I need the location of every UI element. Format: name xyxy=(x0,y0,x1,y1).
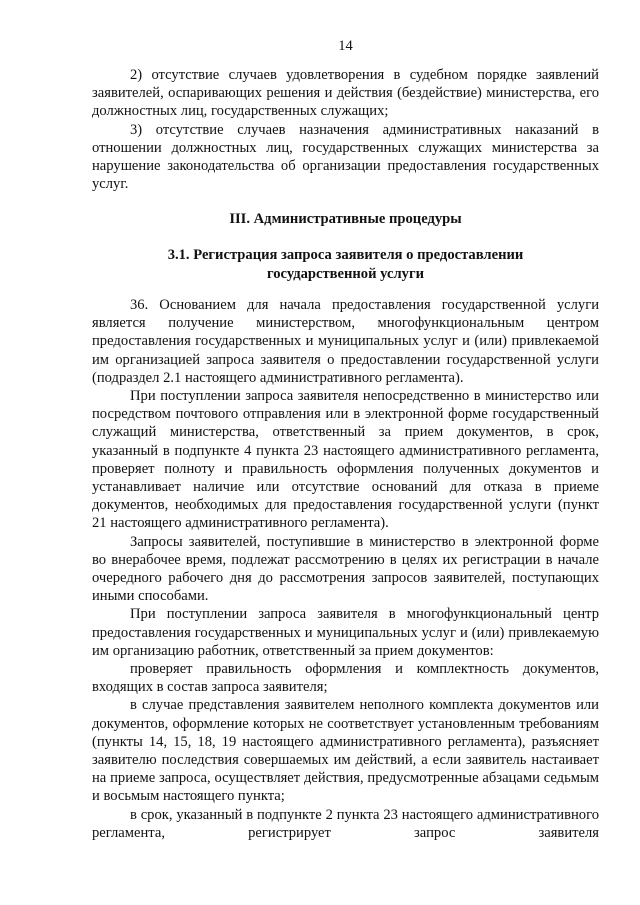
paragraph: 36. Основанием для начала предоставления государственной услуги является получение министерством, многофункциональным центром предоставления государственных и муниципальных услуг и (или) привлекаемой им организацией запроса заявителя о предоставлении государственной услуги (подраздел 2.1 настоящего административного регламента). xyxy=(92,297,599,386)
paragraph: в случае представления заявителем неполного комплекта документов или документов, оформление которых не соответствует установленным требованиям (пункты 14, 15, 18, 19 настоящего административного регламента), разъясняет заявителю последствия совершаемых им действий, а если заявитель настаивает на приеме запроса, осуществляет действия, предусмотренные абзацами седьмым и восьмым настоящего пункта; xyxy=(92,697,599,805)
paragraph: в срок, указанный в подпункте 2 пункта 23 настоящего административного регламента, регистрирует запрос заявителя xyxy=(92,806,599,841)
top-text-block xyxy=(92,66,599,193)
main-text-block xyxy=(92,296,599,842)
subsection-title-line-2: государственной услуги xyxy=(266,266,425,282)
section-title-block xyxy=(92,210,599,229)
paragraph: 2) отсутствие случаев удовлетворения в судебном порядке заявлений заявителей, оспаривающих решения и действия (бездействие) министерства, его должностных лиц, государственных служащих; xyxy=(92,67,599,120)
subsection-title-line-1: 3.1. Регистрация запроса заявителя о предоставлении xyxy=(167,247,524,263)
paragraph: 3) отсутствие случаев назначения административных наказаний в отношении должностных лиц, государственных служащих министерства за нарушение законодательства об организации предоставления государственных услуг. xyxy=(92,121,599,193)
section-title: III. Административные процедуры xyxy=(229,211,462,227)
paragraph: При поступлении запроса заявителя в многофункциональный центр предоставления государственных и муниципальных услуг и (или) привлекаемую им организацию работник, ответственный за прием документов: xyxy=(92,606,599,659)
page-number: 14 xyxy=(338,38,353,54)
paragraph: Запросы заявителей, поступившие в министерство в электронной форме во внерабочее время, подлежат рассмотрению в целях их регистрации в начале очередного рабочего дня до рассмотрения запросов заявителей, поступающих иными способами. xyxy=(92,533,599,605)
subsection-title-block xyxy=(92,246,599,284)
paragraph: При поступлении запроса заявителя непосредственно в министерство или посредством почтового отправления или в электронной форме государственный служащий министерства, ответственный за прием документов, в срок, указанный в подпункте 4 пункта 23 настоящего административного регламента, проверяет полноту и правильность оформления полученных документов и устанавливает наличие или отсутствие оснований для отказа в приеме документов, необходимых для предоставления государственной услуги (пункт 21 настоящего административного регламента). xyxy=(92,388,599,532)
paragraph: проверяет правильность оформления и комплектность документов, входящих в состав запроса заявителя; xyxy=(92,661,599,696)
